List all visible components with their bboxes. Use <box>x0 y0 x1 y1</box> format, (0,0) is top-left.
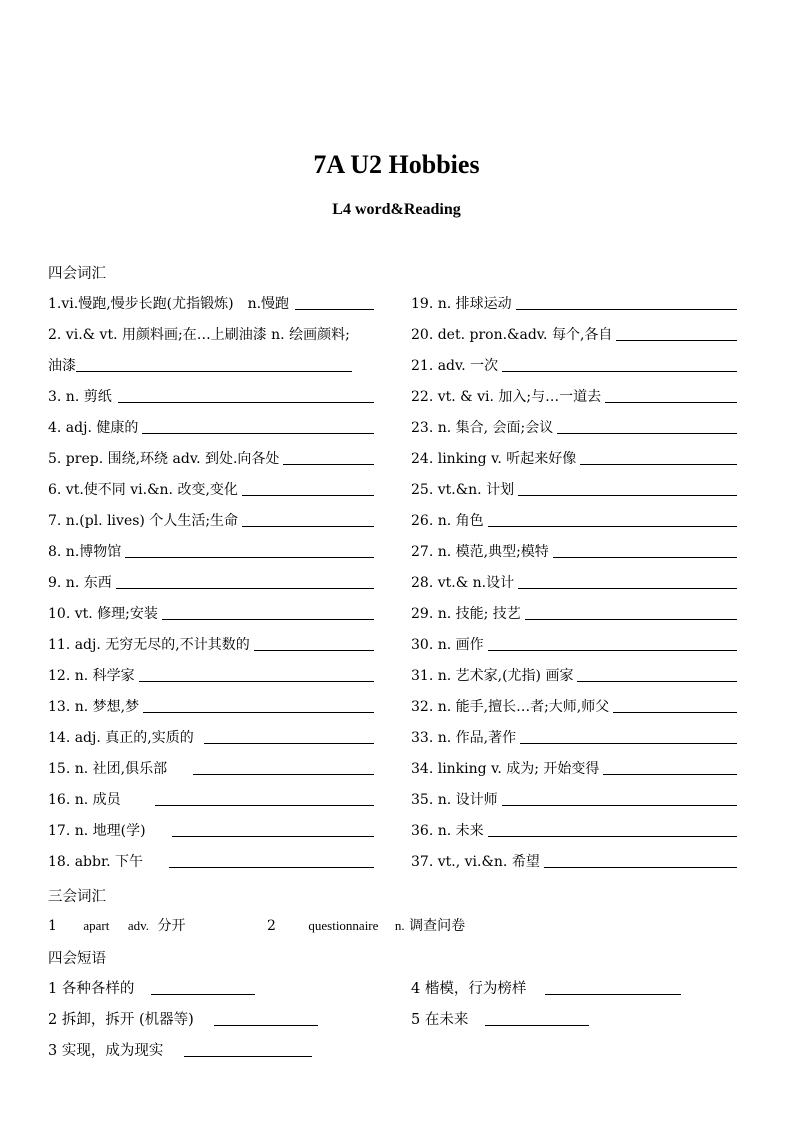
answer-blank[interactable] <box>139 665 374 682</box>
vocab-item-right <box>411 665 737 687</box>
section-three-vocab: 三会词汇 <box>48 889 106 905</box>
answer-blank[interactable] <box>520 727 737 744</box>
vocab-item-left <box>48 541 374 563</box>
vocab-item-right <box>411 820 737 842</box>
vocab-label: 25. vt.&n. 计划 <box>411 482 515 498</box>
vocab-row <box>0 851 793 875</box>
vocab-row <box>0 789 793 813</box>
vocab-label: 14. adj. 真正的,实质的 <box>48 730 194 746</box>
phrase-label: 2 拆卸，拆开 (机器等) <box>48 1012 194 1028</box>
three-vocab-meaning: 调查问卷 <box>409 918 466 934</box>
vocab-label: 油漆 <box>48 358 76 374</box>
phrase-label: 3 实现，成为现实 <box>48 1043 164 1059</box>
answer-blank[interactable] <box>169 851 374 868</box>
vocab-label: 2. vi.& vt. 用颜料画;在…上刷油漆 n. 绘画颜料; <box>48 327 350 343</box>
vocab-row <box>0 386 793 410</box>
answer-blank[interactable] <box>151 978 255 995</box>
answer-blank[interactable] <box>488 820 737 837</box>
three-vocab-word: questionnaire <box>308 918 379 933</box>
answer-blank[interactable] <box>518 479 737 496</box>
answer-blank[interactable] <box>488 510 737 527</box>
answer-blank[interactable] <box>142 417 374 434</box>
vocab-row <box>0 541 793 565</box>
vocab-label: 22. vt. & vi. 加入;与…一道去 <box>411 389 602 405</box>
vocab-label: 10. vt. 修理;安装 <box>48 606 158 622</box>
vocab-item-right <box>411 696 737 718</box>
vocab-item-right <box>411 417 737 439</box>
three-vocab-meaning: 分开 <box>157 918 186 934</box>
vocab-label: 28. vt.& n.设计 <box>411 575 515 591</box>
vocab-label: 12. n. 科学家 <box>48 668 135 684</box>
three-vocab-item-2 <box>267 915 465 935</box>
vocab-label: 32. n. 能手,擅长…者;大师,师父 <box>411 699 610 715</box>
vocab-row <box>0 665 793 689</box>
vocab-item-right <box>411 386 737 408</box>
answer-blank[interactable] <box>184 1040 312 1057</box>
vocab-item-right <box>411 727 737 749</box>
vocab-item-left <box>48 820 374 842</box>
vocab-label: 6. vt.使不同 vi.&n. 改变,变化 <box>48 482 238 498</box>
vocab-row <box>0 572 793 596</box>
section-four-phrases: 四会短语 <box>48 951 106 967</box>
vocab-label: 11. adj. 无穷无尽的,不计其数的 <box>48 637 250 653</box>
vocab-row <box>0 479 793 503</box>
vocab-label: 16. n. 成员 <box>48 792 121 808</box>
vocab-item-left <box>48 758 374 780</box>
vocab-label: 15. n. 社团,俱乐部 <box>48 761 168 777</box>
vocab-label: 8. n.博物馆 <box>48 544 122 560</box>
phrase-label: 1 各种各样的 <box>48 981 135 997</box>
answer-blank[interactable] <box>502 355 737 372</box>
vocab-row <box>0 417 793 441</box>
answer-blank[interactable] <box>580 448 737 465</box>
vocab-label: 21. adv. 一次 <box>411 358 499 374</box>
vocab-item-left <box>48 479 374 501</box>
vocab-row <box>0 758 793 782</box>
vocab-item-right <box>411 603 737 625</box>
three-vocab-num: 1 <box>48 918 57 934</box>
answer-blank[interactable] <box>516 293 737 310</box>
answer-blank[interactable] <box>577 665 737 682</box>
vocab-row <box>0 324 793 348</box>
vocab-item-left <box>48 324 350 346</box>
vocab-item-left <box>48 355 352 377</box>
vocab-label: 18. abbr. 下午 <box>48 854 144 870</box>
vocab-item-left <box>48 293 374 315</box>
answer-blank[interactable] <box>214 1009 318 1026</box>
three-vocab-pos: n. <box>394 918 405 933</box>
answer-blank[interactable] <box>254 634 374 651</box>
answer-blank[interactable] <box>605 386 737 403</box>
vocab-item-right <box>411 293 737 315</box>
vocab-label: 7. n.(pl. lives) 个人生活;生命 <box>48 513 239 529</box>
vocab-label: 30. n. 画作 <box>411 637 484 653</box>
vocab-row <box>0 634 793 658</box>
answer-blank[interactable] <box>603 758 737 775</box>
answer-blank[interactable] <box>616 324 737 341</box>
vocab-label: 20. det. pron.&adv. 每个,各自 <box>411 327 613 343</box>
answer-blank[interactable] <box>116 572 374 589</box>
vocab-item-left <box>48 665 374 687</box>
vocab-row <box>0 293 793 317</box>
vocab-item-right <box>411 572 737 594</box>
answer-blank[interactable] <box>613 696 737 713</box>
vocab-item-left <box>48 696 374 718</box>
vocab-label: 37. vt., vi.&n. 希望 <box>411 854 540 870</box>
phrase-item-3 <box>48 1040 312 1062</box>
vocab-item-left <box>48 572 374 594</box>
answer-blank[interactable] <box>118 386 374 403</box>
answer-blank[interactable] <box>553 541 737 558</box>
vocab-label: 35. n. 设计师 <box>411 792 498 808</box>
vocab-label: 31. n. 艺术家,(尤指) 画家 <box>411 668 574 684</box>
vocab-label: 13. n. 梦想,梦 <box>48 699 140 715</box>
answer-blank[interactable] <box>525 603 737 620</box>
vocab-label: 5. prep. 围绕,环绕 adv. 到处.向各处 <box>48 451 280 467</box>
vocab-item-right <box>411 448 737 470</box>
answer-blank[interactable] <box>518 572 737 589</box>
phrase-item-2 <box>48 1009 318 1031</box>
vocab-item-left <box>48 603 374 625</box>
answer-blank[interactable] <box>155 789 374 806</box>
vocab-item-left <box>48 448 374 470</box>
vocab-label: 33. n. 作品,著作 <box>411 730 517 746</box>
section-four-vocab: 四会词汇 <box>48 266 106 282</box>
vocab-label: 26. n. 角色 <box>411 513 484 529</box>
vocab-label: 1.vi.慢跑,慢步长跑(尤指锻炼) n.慢跑 <box>48 296 290 312</box>
answer-blank[interactable] <box>295 293 374 310</box>
vocab-label: 23. n. 集合, 会面;会议 <box>411 420 554 436</box>
vocab-row <box>0 820 793 844</box>
vocab-item-right <box>411 634 737 656</box>
vocab-item-left <box>48 727 374 749</box>
phrase-label: 5 在未来 <box>411 1012 469 1028</box>
answer-blank[interactable] <box>76 355 352 372</box>
answer-blank[interactable] <box>488 634 737 651</box>
answer-blank[interactable] <box>204 727 374 744</box>
vocab-label: 34. linking v. 成为; 开始变得 <box>411 761 600 777</box>
vocab-label: 3. n. 剪纸 <box>48 389 112 405</box>
vocab-item-right <box>411 541 737 563</box>
vocab-label: 17. n. 地理(学) <box>48 823 146 839</box>
vocab-item-left <box>48 417 374 439</box>
vocab-item-right <box>411 324 737 346</box>
answer-blank[interactable] <box>193 758 374 775</box>
vocab-item-left <box>48 851 374 873</box>
vocab-item-left <box>48 634 374 656</box>
vocab-label: 4. adj. 健康的 <box>48 420 139 436</box>
vocab-item-left <box>48 789 374 811</box>
answer-blank[interactable] <box>283 448 374 465</box>
answer-blank[interactable] <box>162 603 374 620</box>
vocab-item-left <box>48 510 374 532</box>
vocab-item-right <box>411 789 737 811</box>
vocab-row <box>0 510 793 534</box>
vocab-label: 9. n. 东西 <box>48 575 112 591</box>
vocab-row <box>0 603 793 627</box>
answer-blank[interactable] <box>485 1009 589 1026</box>
vocab-item-right <box>411 851 737 873</box>
answer-blank[interactable] <box>125 541 374 558</box>
vocab-label: 36. n. 未来 <box>411 823 484 839</box>
answer-blank[interactable] <box>557 417 737 434</box>
vocab-label: 27. n. 模范,典型;模特 <box>411 544 549 560</box>
answer-blank[interactable] <box>172 820 374 837</box>
phrase-label: 4 楷模，行为榜样 <box>411 981 527 997</box>
three-vocab-item-1 <box>48 915 185 935</box>
three-vocab-num: 2 <box>267 918 276 934</box>
vocab-row <box>0 355 793 379</box>
vocab-row <box>0 727 793 751</box>
vocab-item-right <box>411 758 737 780</box>
vocab-row <box>0 448 793 472</box>
vocab-row <box>0 696 793 720</box>
phrase-item-1 <box>48 978 255 1000</box>
answer-blank[interactable] <box>502 789 737 806</box>
vocab-item-right <box>411 355 737 377</box>
vocab-label: 24. linking v. 听起来好像 <box>411 451 577 467</box>
answer-blank[interactable] <box>143 696 374 713</box>
vocab-label: 29. n. 技能; 技艺 <box>411 606 521 622</box>
page-subtitle: L4 word&Reading <box>332 201 461 218</box>
vocab-item-left <box>48 386 374 408</box>
vocab-item-right <box>411 510 737 532</box>
three-vocab-word: apart <box>83 918 110 933</box>
answer-blank[interactable] <box>545 978 681 995</box>
phrase-item-5 <box>411 1009 589 1031</box>
answer-blank[interactable] <box>242 479 374 496</box>
phrase-item-4 <box>411 978 681 1000</box>
three-vocab-pos: adv. <box>127 918 149 933</box>
vocab-label: 19. n. 排球运动 <box>411 296 512 312</box>
answer-blank[interactable] <box>544 851 737 868</box>
page-title: 7A U2 Hobbies <box>313 150 480 179</box>
answer-blank[interactable] <box>242 510 374 527</box>
vocab-item-right <box>411 479 737 501</box>
